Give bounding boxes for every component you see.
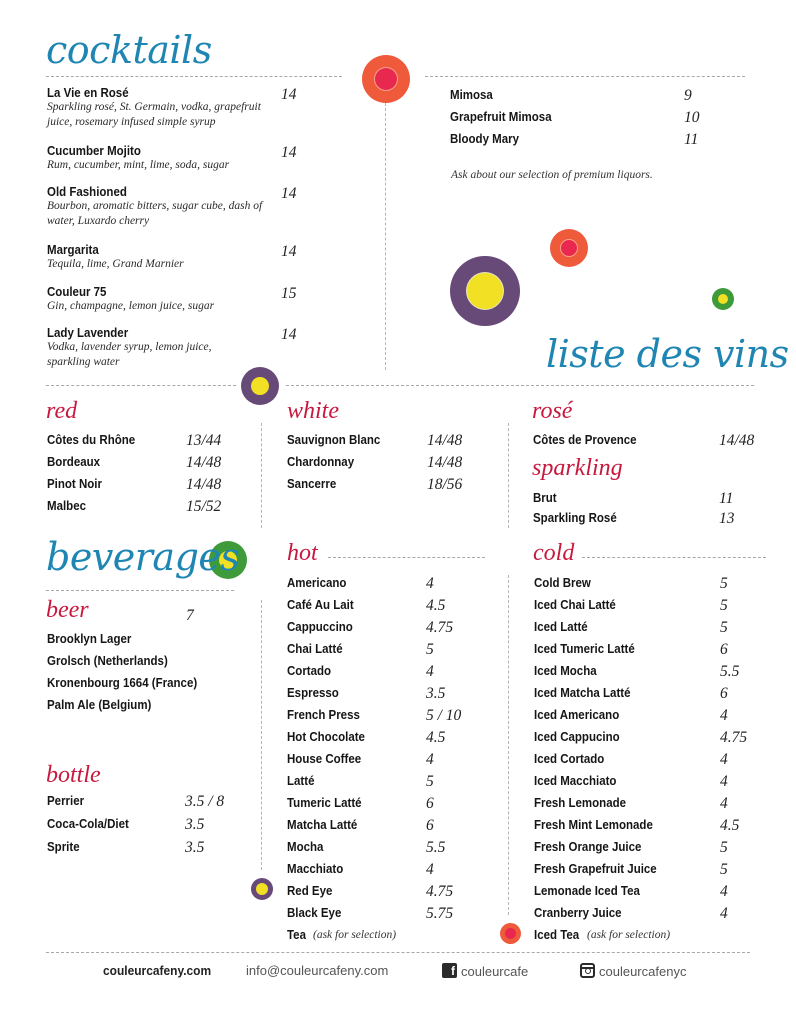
item-name: Cortado: [287, 664, 332, 678]
item-price: 15/52: [186, 498, 222, 515]
cold-item: [534, 618, 774, 640]
white-wine-heading: white: [287, 398, 339, 424]
cocktail-desc: Gin, champagne, lemon juice, sugar: [47, 300, 215, 312]
purple-dot-icon: [450, 256, 520, 326]
cold-item: [534, 684, 774, 706]
liquor-note: Ask about our selection of premium liquors.: [451, 169, 653, 181]
divider: [46, 76, 342, 77]
item-price: 4: [720, 795, 728, 812]
vertical-divider: [508, 423, 509, 528]
item-price: 4.5: [426, 597, 446, 614]
cold-item: [534, 662, 774, 684]
item-name: Black Eye: [287, 906, 342, 920]
cold-item: [534, 728, 774, 750]
item-price: 5.5: [426, 839, 446, 856]
cocktail-item: [47, 326, 307, 370]
hot-item: [287, 772, 487, 794]
item-name: Latté: [287, 774, 315, 788]
item-price: 4: [720, 883, 728, 900]
cold-item: [534, 574, 774, 596]
item-price: 5.5: [720, 663, 740, 680]
cold-item: [534, 816, 774, 838]
item-name: Iced Macchiato: [534, 774, 617, 788]
item-name: Chardonnay: [287, 455, 355, 469]
item-name: Fresh Grapefruit Juice: [534, 862, 657, 876]
beer-item: [47, 696, 257, 718]
item-price: 3.5: [185, 816, 205, 833]
item-name: French Press: [287, 708, 360, 722]
white-wine-list: [287, 431, 487, 501]
item-price: 4: [426, 751, 434, 768]
item-name: Côtes de Provence: [533, 433, 637, 447]
hot-item: [287, 706, 487, 728]
item-name: Hot Chocolate: [287, 730, 365, 744]
item-note: (ask for selection): [587, 929, 671, 941]
hot-heading: hot: [287, 540, 318, 566]
item-price: 4: [720, 707, 728, 724]
hot-item: [287, 882, 487, 904]
facebook-link[interactable]: [442, 963, 528, 979]
cocktail-price: 15: [281, 285, 297, 302]
facebook-handle: couleurcafe: [461, 964, 529, 979]
vertical-divider: [385, 98, 386, 370]
item-name: Fresh Mint Lemonade: [534, 818, 653, 832]
item-name: Red Eye: [287, 884, 333, 898]
cocktail-name: Couleur 75: [47, 285, 107, 299]
website-link[interactable]: couleurcafeny.com: [103, 963, 212, 978]
item-name: Malbec: [47, 499, 86, 513]
cocktail-price: 14: [281, 185, 297, 202]
item-price: 5.75: [426, 905, 454, 922]
sparkling-wine-heading: sparkling: [532, 455, 623, 481]
cocktails-title: cocktails: [46, 28, 212, 72]
cocktail-name: Lady Lavender: [47, 326, 129, 340]
hot-item: [287, 574, 487, 596]
item-name: Chai Latté: [287, 642, 343, 656]
item-price: 14/48: [719, 432, 755, 449]
cold-item: [534, 904, 774, 926]
item-name: Pinot Noir: [47, 477, 102, 491]
vertical-divider: [261, 600, 262, 870]
divider: [582, 557, 766, 558]
instagram-handle: couleurcafenyc: [599, 964, 687, 979]
item-name: Matcha Latté: [287, 818, 358, 832]
item-name: Kronenbourg 1664 (France): [47, 676, 198, 690]
item-price: 4.5: [720, 817, 740, 834]
item-name: Cold Brew: [534, 576, 591, 590]
item-name: Palm Ale (Belgium): [47, 698, 152, 712]
item-name: Sprite: [47, 840, 80, 854]
item-name: Café Au Lait: [287, 598, 354, 612]
cold-item: [534, 838, 774, 860]
item-price: 13: [719, 510, 735, 527]
item-name: Americano: [287, 576, 347, 590]
cold-item: [534, 750, 774, 772]
vertical-divider: [508, 575, 509, 915]
cocktail-item: [47, 144, 307, 173]
wine-item: [533, 509, 773, 531]
beer-item: [47, 630, 257, 652]
bottle-heading: bottle: [46, 762, 101, 788]
hot-item: [287, 662, 487, 684]
brunch-list: [450, 86, 710, 156]
item-name: Iced Cappucino: [534, 730, 620, 744]
orange-dot-icon: [500, 923, 521, 944]
hot-item: [287, 684, 487, 706]
divider: [425, 76, 745, 77]
item-price: 18/56: [427, 476, 463, 493]
vertical-divider: [261, 423, 262, 528]
item-name: Brut: [533, 491, 557, 505]
hot-item: [287, 794, 487, 816]
item-price: 3.5 / 8: [185, 793, 225, 810]
item-price: 14/48: [186, 476, 222, 493]
rose-wine-heading: rosé: [532, 398, 573, 424]
iced-tea-item: [534, 926, 774, 948]
email-link[interactable]: info@couleurcafeny.com: [246, 963, 389, 978]
item-price: 4.75: [426, 619, 454, 636]
wine-item: [287, 431, 487, 453]
cocktail-item: [47, 243, 307, 272]
cocktail-name: Cucumber Mojito: [47, 144, 141, 158]
item-price: 11: [719, 490, 734, 507]
green-dot-icon: [712, 288, 734, 310]
item-name: Bloody Mary: [450, 132, 520, 146]
item-name: Iced Mocha: [534, 664, 597, 678]
item-name: Fresh Lemonade: [534, 796, 627, 810]
wine-item: [533, 431, 773, 453]
item-name: Fresh Orange Juice: [534, 840, 642, 854]
item-name: Grapefruit Mimosa: [450, 110, 552, 124]
cold-item: [534, 772, 774, 794]
divider: [46, 590, 234, 591]
item-name: Coca-Cola/Diet: [47, 817, 129, 831]
cocktail-desc: Sparkling rosé, St. Germain, vodka, grapefruit juice, rosemary infused simple syrup: [47, 101, 261, 128]
item-price: 6: [426, 817, 434, 834]
tea-item: [287, 926, 487, 948]
item-name: Sauvignon Blanc: [287, 433, 381, 447]
footer-divider: [46, 952, 750, 953]
item-name: Cappuccino: [287, 620, 353, 634]
item-name: Iced Tumeric Latté: [534, 642, 635, 656]
hot-item: [287, 750, 487, 772]
cold-heading: cold: [533, 540, 575, 566]
item-name: House Coffee: [287, 752, 362, 766]
wine-list-title: liste des vins: [546, 332, 789, 376]
wine-item: [47, 431, 247, 453]
item-name: Cranberry Juice: [534, 906, 622, 920]
item-price: 5 / 10: [426, 707, 462, 724]
bottle-item: [47, 838, 257, 860]
cocktail-desc: Vodka, lavender syrup, lemon juice, sparkling water: [47, 341, 212, 368]
divider: [328, 557, 485, 558]
item-price: 10: [684, 109, 700, 126]
wine-item: [47, 497, 247, 519]
cold-item: [534, 640, 774, 662]
item-price: 5: [720, 597, 728, 614]
cocktail-name: Old Fashioned: [47, 185, 127, 199]
red-wine-list: [47, 431, 247, 521]
divider: [286, 385, 754, 386]
item-name: Iced Matcha Latté: [534, 686, 631, 700]
item-price: 4: [720, 905, 728, 922]
orange-dot-icon: [550, 229, 588, 267]
item-name: Tea: [287, 928, 306, 942]
item-name: Macchiato: [287, 862, 344, 876]
item-price: 9: [684, 87, 692, 104]
cold-item: [534, 882, 774, 904]
wine-item: [287, 475, 487, 497]
cold-item: [534, 706, 774, 728]
hot-item: [287, 860, 487, 882]
bottle-list: [47, 792, 257, 862]
cocktail-name: Margarita: [47, 243, 99, 257]
item-name: Iced Americano: [534, 708, 620, 722]
item-price: 5: [426, 773, 434, 790]
cocktail-price: 14: [281, 243, 297, 260]
beer-item: [47, 652, 257, 674]
item-name: Perrier: [47, 794, 85, 808]
hot-drinks-list: [287, 574, 487, 946]
cocktail-item: [47, 285, 307, 314]
item-note: (ask for selection): [313, 929, 397, 941]
item-name: Iced Chai Latté: [534, 598, 616, 612]
item-price: 5: [720, 861, 728, 878]
item-name: Iced Cortado: [534, 752, 605, 766]
instagram-link[interactable]: [580, 963, 686, 979]
brunch-item: [450, 108, 710, 130]
cocktail-price: 14: [281, 86, 297, 103]
cold-item: [534, 596, 774, 618]
item-name: Sparkling Rosé: [533, 511, 617, 525]
item-price: 14/48: [427, 432, 463, 449]
item-price: 3.5: [185, 839, 205, 856]
item-name: Tumeric Latté: [287, 796, 362, 810]
red-wine-heading: red: [46, 398, 78, 424]
item-price: 14/48: [427, 454, 463, 471]
item-price: 4.75: [426, 883, 454, 900]
cocktail-desc: Rum, cucumber, mint, lime, soda, sugar: [47, 159, 230, 171]
divider: [46, 385, 236, 386]
brunch-item: [450, 86, 710, 108]
item-price: 4.5: [426, 729, 446, 746]
cocktail-price: 14: [281, 326, 297, 343]
wine-item: [287, 453, 487, 475]
bottle-item: [47, 815, 257, 837]
cocktail-item: [47, 86, 307, 130]
hot-item: [287, 640, 487, 662]
beer-price: 7: [186, 607, 194, 624]
cold-item: [534, 860, 774, 882]
rose-wine-list: [533, 431, 773, 453]
item-name: Iced Latté: [534, 620, 588, 634]
item-price: 5: [720, 839, 728, 856]
item-price: 3.5: [426, 685, 446, 702]
item-name: Grolsch (Netherlands): [47, 654, 168, 668]
item-price: 4: [426, 663, 434, 680]
sparkling-wine-list: [533, 489, 773, 533]
item-price: 11: [684, 131, 699, 148]
item-price: 6: [426, 795, 434, 812]
purple-dot-icon: [251, 878, 273, 900]
item-price: 4: [426, 575, 434, 592]
hot-item: [287, 838, 487, 860]
beverages-title: beverages: [46, 535, 240, 579]
item-name: Mocha: [287, 840, 324, 854]
wine-item: [47, 453, 247, 475]
instagram-icon: [580, 963, 595, 978]
cocktail-item: [47, 185, 307, 229]
cocktail-desc: Tequila, lime, Grand Marnier: [47, 258, 184, 270]
item-name: Iced Tea: [534, 928, 580, 942]
hot-item: [287, 618, 487, 640]
orange-dot-icon: [362, 55, 410, 103]
item-price: 4: [720, 773, 728, 790]
facebook-icon: f: [442, 963, 457, 978]
hot-item: [287, 904, 487, 926]
wine-item: [533, 489, 773, 511]
cocktail-price: 14: [281, 144, 297, 161]
item-name: Côtes du Rhône: [47, 433, 136, 447]
item-name: Mimosa: [450, 88, 493, 102]
item-price: 6: [720, 685, 728, 702]
hot-item: [287, 596, 487, 618]
item-price: 13/44: [186, 432, 222, 449]
item-name: Brooklyn Lager: [47, 632, 132, 646]
item-name: Espresso: [287, 686, 339, 700]
beer-item: [47, 674, 257, 696]
item-price: 14/48: [186, 454, 222, 471]
beer-list: [47, 630, 257, 720]
item-name: Bordeaux: [47, 455, 101, 469]
brunch-item: [450, 130, 710, 152]
item-price: 5: [426, 641, 434, 658]
item-price: 6: [720, 641, 728, 658]
beer-heading: beer: [46, 597, 89, 623]
bottle-item: [47, 792, 257, 814]
item-price: 5: [720, 619, 728, 636]
item-price: 4: [720, 751, 728, 768]
item-name: Sancerre: [287, 477, 337, 491]
item-price: 4: [426, 861, 434, 878]
item-name: Lemonade Iced Tea: [534, 884, 640, 898]
cocktail-desc: Bourbon, aromatic bitters, sugar cube, dash of water, Luxardo cherry: [47, 200, 263, 227]
wine-item: [47, 475, 247, 497]
item-price: 4.75: [720, 729, 748, 746]
hot-item: [287, 816, 487, 838]
cold-drinks-list: [534, 574, 774, 946]
hot-item: [287, 728, 487, 750]
cold-item: [534, 794, 774, 816]
purple-dot-icon: [241, 367, 279, 405]
item-price: 5: [720, 575, 728, 592]
cocktail-name: La Vie en Rosé: [47, 86, 129, 100]
